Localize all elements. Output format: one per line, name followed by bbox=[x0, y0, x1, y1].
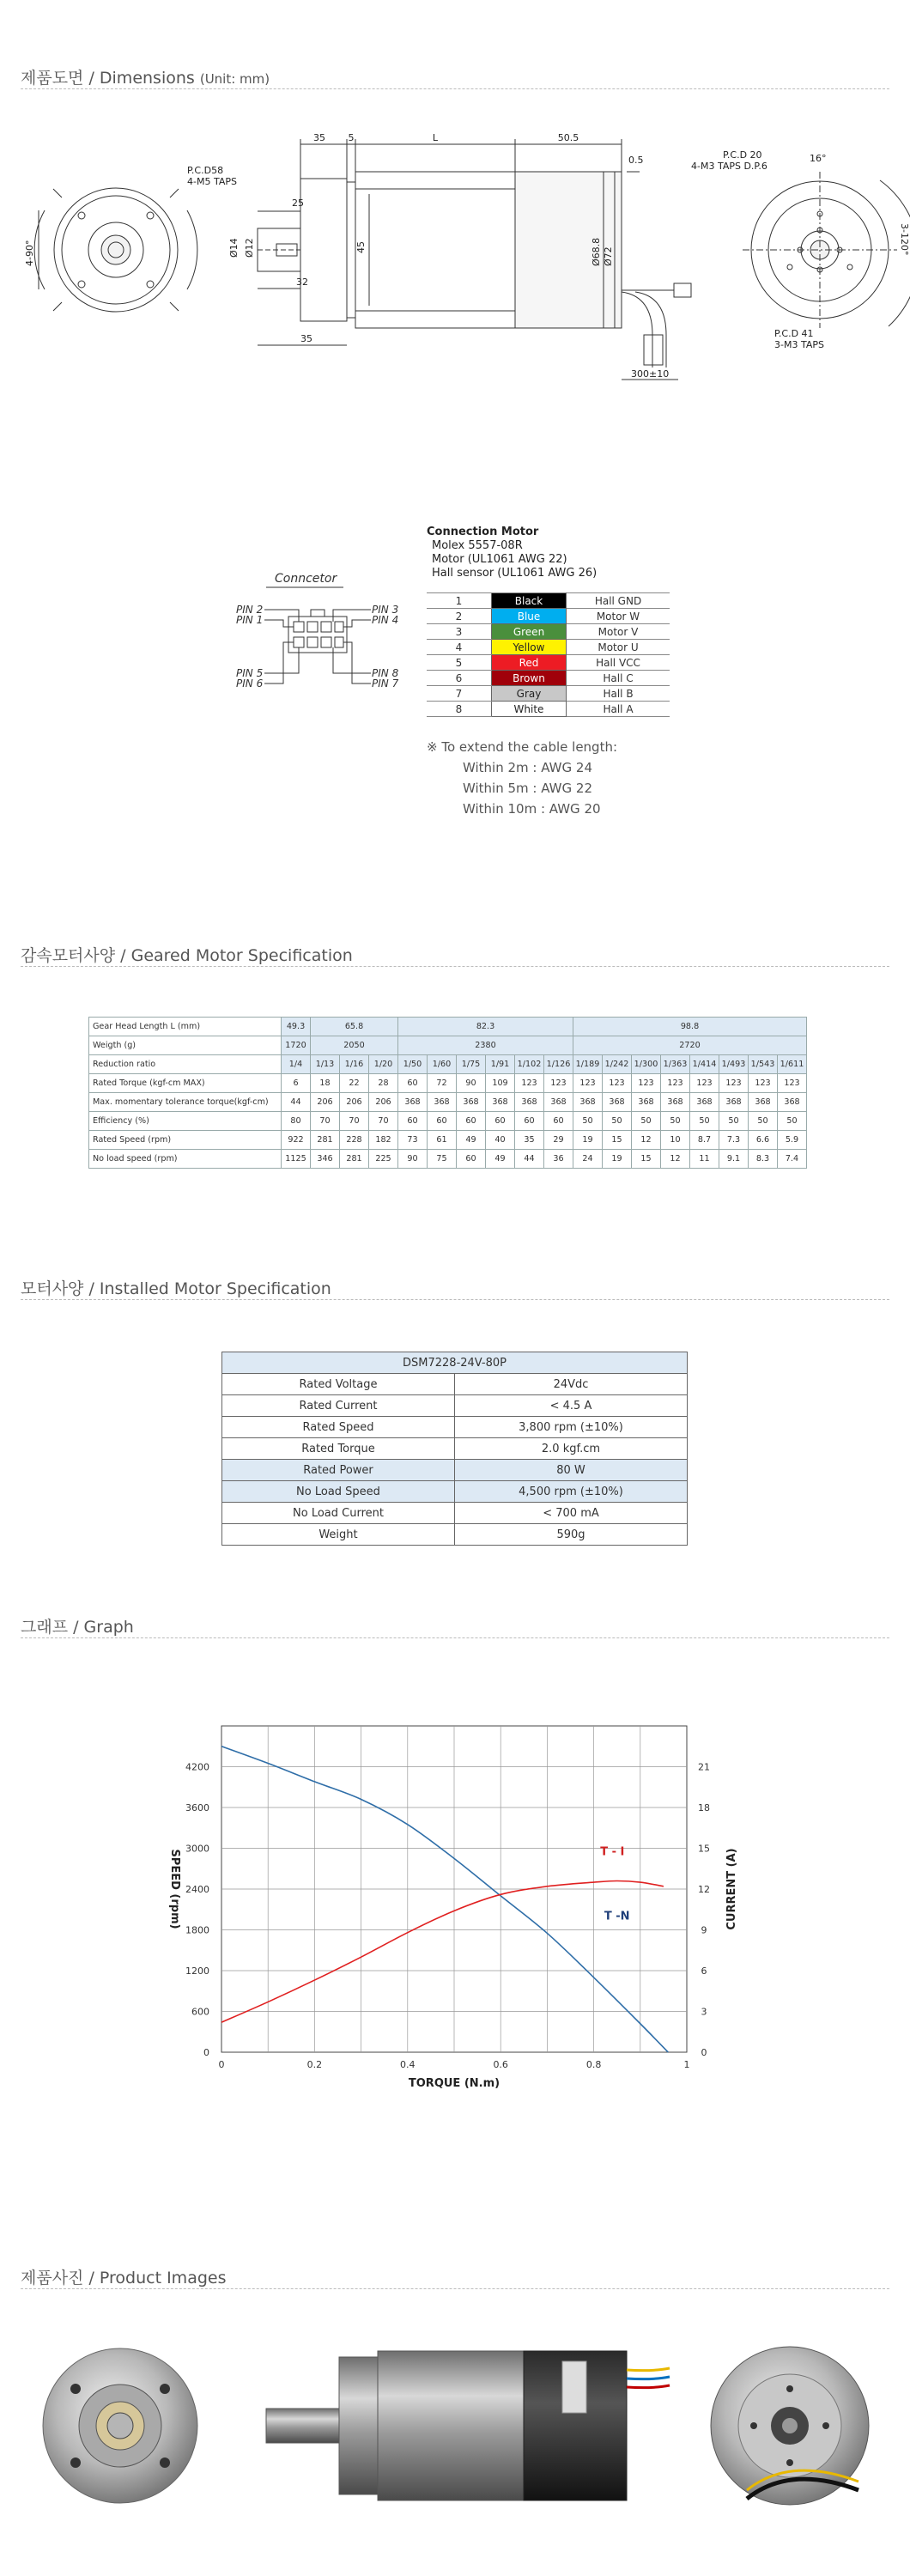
table-cell: 1/16 bbox=[340, 1055, 369, 1074]
row-label: Max. momentary tolerance torque(kgf-cm) bbox=[89, 1093, 282, 1112]
table-cell: 19 bbox=[573, 1131, 603, 1150]
table-cell: 15 bbox=[632, 1150, 661, 1169]
section-title-installed bbox=[21, 1276, 331, 1299]
section-title-geared bbox=[21, 943, 353, 966]
table-row bbox=[222, 1417, 688, 1438]
spec-value: < 4.5 A bbox=[455, 1395, 688, 1417]
table-cell: 90 bbox=[398, 1150, 428, 1169]
y-tick-label: 600 bbox=[191, 2006, 209, 2018]
pin-number: 7 bbox=[427, 686, 492, 702]
table-cell: 123 bbox=[661, 1074, 690, 1093]
note-line: Within 5m : AWG 22 bbox=[463, 781, 592, 796]
table-row bbox=[89, 1018, 807, 1036]
table-cell: 60 bbox=[398, 1074, 428, 1093]
table-cell: 60 bbox=[544, 1112, 573, 1131]
y-tick-label: 2400 bbox=[185, 1884, 209, 1895]
pin-row bbox=[427, 702, 670, 717]
pin-label: PIN 2 bbox=[236, 604, 264, 616]
table-cell: 70 bbox=[311, 1112, 340, 1131]
pin-function: Hall VCC bbox=[567, 655, 670, 671]
table-cell: 1/493 bbox=[719, 1055, 749, 1074]
spec-value: 24Vdc bbox=[455, 1374, 688, 1395]
section-title-text: 그래프 / Graph bbox=[21, 1618, 134, 1637]
pin-assignment-table bbox=[427, 592, 670, 717]
dim-label: 0.5 bbox=[628, 155, 644, 166]
table-cell: 123 bbox=[690, 1074, 719, 1093]
table-cell: 7.4 bbox=[778, 1150, 807, 1169]
table-cell: 1/4 bbox=[282, 1055, 311, 1074]
pin-row bbox=[427, 593, 670, 609]
table-cell: 225 bbox=[369, 1150, 398, 1169]
dim-label: Ø12 bbox=[244, 238, 255, 258]
table-cell: 50 bbox=[573, 1112, 603, 1131]
table-cell: 368 bbox=[486, 1093, 515, 1112]
table-row bbox=[89, 1055, 807, 1074]
dim-label: 32 bbox=[296, 276, 308, 288]
dimension-drawing bbox=[0, 120, 910, 395]
note-title: ※ To extend the cable length: bbox=[427, 739, 618, 755]
table-row bbox=[89, 1112, 807, 1131]
section-title-text: 감속모터사양 / Geared Motor Specification bbox=[21, 946, 353, 965]
table-cell: 368 bbox=[719, 1093, 749, 1112]
spec-value: 590g bbox=[455, 1524, 688, 1546]
spec-value: 3,800 rpm (±10%) bbox=[455, 1417, 688, 1438]
table-cell: 228 bbox=[340, 1131, 369, 1150]
connector-title: Conncetor bbox=[275, 572, 337, 586]
table-cell: 82.3 bbox=[398, 1018, 573, 1036]
table-cell: 281 bbox=[340, 1150, 369, 1169]
connection-heading: Connection Motor bbox=[427, 526, 539, 538]
table-cell: 49.3 bbox=[282, 1018, 311, 1036]
dim-label: P.C.D58 bbox=[187, 165, 224, 176]
table-cell: 368 bbox=[690, 1093, 719, 1112]
table-cell: 70 bbox=[369, 1112, 398, 1131]
hall-cable-spec: Hall sensor (UL1061 AWG 26) bbox=[432, 567, 598, 580]
table-cell: 1/242 bbox=[603, 1055, 632, 1074]
table-cell: 6.6 bbox=[749, 1131, 778, 1150]
pin-number: 2 bbox=[427, 609, 492, 624]
spec-label: No Load Current bbox=[222, 1503, 455, 1524]
y2-tick-label: 18 bbox=[698, 1802, 710, 1814]
chart-ylabel: SPEED (rpm) bbox=[168, 1849, 181, 1929]
chart-y2label: CURRENT (A) bbox=[725, 1848, 738, 1930]
photo-motor-side bbox=[266, 2351, 670, 2500]
table-cell: 123 bbox=[778, 1074, 807, 1093]
table-cell: 18 bbox=[311, 1074, 340, 1093]
table-cell: 1/611 bbox=[778, 1055, 807, 1074]
table-cell: 24 bbox=[573, 1150, 603, 1169]
dim-label: 45 bbox=[355, 241, 367, 253]
table-cell: 98.8 bbox=[573, 1018, 807, 1036]
table-cell: 73 bbox=[398, 1131, 428, 1150]
pin-function: Hall A bbox=[567, 702, 670, 717]
table-cell: 206 bbox=[311, 1093, 340, 1112]
table-cell: 1/126 bbox=[544, 1055, 573, 1074]
table-row bbox=[89, 1131, 807, 1150]
connector-diagram bbox=[232, 567, 403, 713]
row-label: Rated Speed (rpm) bbox=[89, 1131, 282, 1150]
table-cell: 368 bbox=[661, 1093, 690, 1112]
table-cell: 1/91 bbox=[486, 1055, 515, 1074]
pin-function: Hall C bbox=[567, 671, 670, 686]
table-cell: 123 bbox=[603, 1074, 632, 1093]
table-cell: 206 bbox=[369, 1093, 398, 1112]
pin-number: 3 bbox=[427, 624, 492, 640]
x-tick-label: 0 bbox=[218, 2059, 225, 2070]
performance-chart bbox=[0, 1709, 910, 2095]
dim-label: 4-M5 TAPS bbox=[187, 176, 237, 187]
table-cell: 123 bbox=[719, 1074, 749, 1093]
table-row bbox=[222, 1460, 688, 1481]
table-cell: 70 bbox=[340, 1112, 369, 1131]
table-cell: 1/414 bbox=[690, 1055, 719, 1074]
y-tick-label: 0 bbox=[203, 2047, 209, 2058]
table-cell: 368 bbox=[749, 1093, 778, 1112]
table-row bbox=[89, 1150, 807, 1169]
y2-tick-label: 6 bbox=[701, 1965, 707, 1977]
y-tick-label: 1200 bbox=[185, 1965, 209, 1977]
motor-model: DSM7228-24V-80P bbox=[222, 1352, 688, 1374]
spec-value: 80 W bbox=[455, 1460, 688, 1481]
table-cell: 80 bbox=[282, 1112, 311, 1131]
table-cell: 65.8 bbox=[311, 1018, 398, 1036]
chart-xlabel: TORQUE (N.m) bbox=[408, 2077, 500, 2090]
pin-label: PIN 8 bbox=[372, 667, 399, 679]
dim-label: 50.5 bbox=[557, 132, 579, 143]
y-tick-label: 3000 bbox=[185, 1843, 209, 1855]
pin-row bbox=[427, 671, 670, 686]
series-label: T -N bbox=[604, 1910, 630, 1923]
series-label: T - I bbox=[600, 1845, 625, 1859]
table-cell: 1/13 bbox=[311, 1055, 340, 1074]
table-cell: 368 bbox=[632, 1093, 661, 1112]
table-cell: 50 bbox=[661, 1112, 690, 1131]
pin-number: 4 bbox=[427, 640, 492, 655]
table-cell: 922 bbox=[282, 1131, 311, 1150]
pin-label: PIN 3 bbox=[372, 604, 399, 616]
dim-label: 4-90° bbox=[24, 240, 35, 266]
pin-number: 1 bbox=[427, 593, 492, 609]
y2-tick-label: 21 bbox=[698, 1761, 710, 1773]
pin-function: Hall B bbox=[567, 686, 670, 702]
table-cell: 368 bbox=[428, 1093, 457, 1112]
pin-number: 8 bbox=[427, 702, 492, 717]
table-cell: 368 bbox=[778, 1093, 807, 1112]
section-divider bbox=[21, 1299, 889, 1300]
motor-cable-spec: Motor (UL1061 AWG 22) bbox=[432, 553, 567, 566]
spec-label: Rated Torque bbox=[222, 1438, 455, 1460]
chart-grid bbox=[221, 1726, 687, 2052]
table-cell: 28 bbox=[369, 1074, 398, 1093]
table-cell: 368 bbox=[398, 1093, 428, 1112]
section-title-text: 제품사진 / Product Images bbox=[21, 2269, 227, 2287]
table-cell: 206 bbox=[340, 1093, 369, 1112]
table-cell: 368 bbox=[457, 1093, 486, 1112]
connection-info bbox=[427, 526, 597, 580]
table-cell: 368 bbox=[603, 1093, 632, 1112]
dim-label: Ø68.8 bbox=[591, 237, 602, 266]
table-cell: 60 bbox=[486, 1112, 515, 1131]
table-cell: 123 bbox=[544, 1074, 573, 1093]
table-cell: 50 bbox=[719, 1112, 749, 1131]
table-cell: 368 bbox=[544, 1093, 573, 1112]
section-divider bbox=[21, 1637, 889, 1638]
pin-number: 6 bbox=[427, 671, 492, 686]
y2-tick-label: 0 bbox=[701, 2047, 707, 2058]
wire-color: Red bbox=[492, 655, 567, 671]
table-cell: 1125 bbox=[282, 1150, 311, 1169]
table-cell: 2050 bbox=[311, 1036, 398, 1055]
table-cell: 50 bbox=[603, 1112, 632, 1131]
y2-tick-label: 9 bbox=[701, 1924, 707, 1936]
spec-value: 4,500 rpm (±10%) bbox=[455, 1481, 688, 1503]
section-title-dimensions bbox=[21, 65, 270, 88]
table-cell: 9.1 bbox=[719, 1150, 749, 1169]
cable-extension-note bbox=[427, 737, 617, 819]
dim-label: Ø14 bbox=[228, 238, 240, 258]
table-row bbox=[222, 1481, 688, 1503]
table-cell: 7.3 bbox=[719, 1131, 749, 1150]
table-cell: 50 bbox=[749, 1112, 778, 1131]
spec-label: No Load Speed bbox=[222, 1481, 455, 1503]
table-cell: 6 bbox=[282, 1074, 311, 1093]
pin-function: Motor U bbox=[567, 640, 670, 655]
table-cell: 44 bbox=[515, 1150, 544, 1169]
dim-label: 5 bbox=[348, 132, 355, 143]
y2-tick-label: 15 bbox=[698, 1843, 710, 1855]
table-cell: 123 bbox=[573, 1074, 603, 1093]
spec-label: Rated Voltage bbox=[222, 1374, 455, 1395]
section-title-text: 모터사양 / Installed Motor Specification bbox=[21, 1279, 331, 1298]
table-cell: 72 bbox=[428, 1074, 457, 1093]
y-tick-label: 3600 bbox=[185, 1802, 209, 1814]
table-cell: 1/60 bbox=[428, 1055, 457, 1074]
section-divider bbox=[21, 2288, 889, 2289]
wire-color: Green bbox=[492, 624, 567, 640]
table-cell: 44 bbox=[282, 1093, 311, 1112]
pin-function: Hall GND bbox=[567, 593, 670, 609]
wire-color: Gray bbox=[492, 686, 567, 702]
table-cell: 182 bbox=[369, 1131, 398, 1150]
table-cell: 8.7 bbox=[690, 1131, 719, 1150]
table-cell: 60 bbox=[428, 1112, 457, 1131]
table-cell: 1720 bbox=[282, 1036, 311, 1055]
note-line: Within 10m : AWG 20 bbox=[463, 801, 601, 817]
table-cell: 2380 bbox=[398, 1036, 573, 1055]
table-cell: 40 bbox=[486, 1131, 515, 1150]
wire-color: Blue bbox=[492, 609, 567, 624]
photo-motor-rear bbox=[711, 2347, 869, 2505]
table-cell: 50 bbox=[690, 1112, 719, 1131]
table-cell: 2720 bbox=[573, 1036, 807, 1055]
table-cell: 12 bbox=[661, 1150, 690, 1169]
pin-function: Motor W bbox=[567, 609, 670, 624]
table-cell: 19 bbox=[603, 1150, 632, 1169]
row-label: Weigth (g) bbox=[89, 1036, 282, 1055]
table-cell: 49 bbox=[486, 1150, 515, 1169]
wire-color: Yellow bbox=[492, 640, 567, 655]
table-cell: 368 bbox=[515, 1093, 544, 1112]
section-divider bbox=[21, 966, 889, 967]
table-cell: 1/300 bbox=[632, 1055, 661, 1074]
note-line: Within 2m : AWG 24 bbox=[463, 760, 592, 775]
dim-label: 300±10 bbox=[631, 368, 670, 380]
y2-tick-label: 12 bbox=[698, 1884, 710, 1895]
pin-label: PIN 7 bbox=[372, 677, 399, 690]
table-cell: 109 bbox=[486, 1074, 515, 1093]
table-cell: 12 bbox=[632, 1131, 661, 1150]
row-label: No load speed (rpm) bbox=[89, 1150, 282, 1169]
table-row bbox=[222, 1352, 688, 1374]
dim-label: 4-M3 TAPS D.P.6 bbox=[691, 161, 767, 172]
photo-gearhead-front bbox=[43, 2348, 197, 2503]
x-tick-label: 1 bbox=[683, 2059, 690, 2070]
x-tick-label: 0.2 bbox=[306, 2059, 323, 2070]
table-cell: 281 bbox=[311, 1131, 340, 1150]
dim-label: 3-120° bbox=[899, 223, 910, 256]
wire-color: Black bbox=[492, 593, 567, 609]
table-row bbox=[222, 1395, 688, 1417]
motor-spec-table bbox=[221, 1352, 688, 1546]
table-cell: 8.3 bbox=[749, 1150, 778, 1169]
x-tick-label: 0.8 bbox=[585, 2059, 602, 2070]
table-cell: 50 bbox=[632, 1112, 661, 1131]
table-cell: 123 bbox=[749, 1074, 778, 1093]
table-cell: 50 bbox=[778, 1112, 807, 1131]
table-cell: 11 bbox=[690, 1150, 719, 1169]
row-label: Efficiency (%) bbox=[89, 1112, 282, 1131]
table-cell: 1/75 bbox=[457, 1055, 486, 1074]
x-tick-label: 0.4 bbox=[400, 2059, 416, 2070]
table-cell: 1/50 bbox=[398, 1055, 428, 1074]
table-cell: 1/20 bbox=[369, 1055, 398, 1074]
spec-label: Weight bbox=[222, 1524, 455, 1546]
pin-label: PIN 6 bbox=[236, 677, 264, 690]
table-row bbox=[222, 1524, 688, 1546]
table-row bbox=[222, 1438, 688, 1460]
row-label: Reduction ratio bbox=[89, 1055, 282, 1074]
table-cell: 49 bbox=[457, 1131, 486, 1150]
spec-label: Rated Speed bbox=[222, 1417, 455, 1438]
pin-label: PIN 1 bbox=[236, 614, 264, 626]
series-line-current bbox=[221, 1881, 664, 2023]
table-cell: 1/363 bbox=[661, 1055, 690, 1074]
x-tick-label: 0.6 bbox=[493, 2059, 508, 2070]
wire-color: Brown bbox=[492, 671, 567, 686]
table-cell: 60 bbox=[457, 1150, 486, 1169]
table-row bbox=[222, 1503, 688, 1524]
connector-part: Molex 5557-08R bbox=[432, 539, 523, 552]
spec-value: 2.0 kgf.cm bbox=[455, 1438, 688, 1460]
dim-label: P.C.D 41 bbox=[774, 328, 814, 339]
table-cell: 1/189 bbox=[573, 1055, 603, 1074]
table-cell: 346 bbox=[311, 1150, 340, 1169]
dim-label: 16° bbox=[810, 153, 827, 164]
spec-label: Rated Power bbox=[222, 1460, 455, 1481]
pin-row bbox=[427, 686, 670, 702]
table-cell: 35 bbox=[515, 1131, 544, 1150]
dim-label: 35 bbox=[300, 333, 312, 344]
table-cell: 36 bbox=[544, 1150, 573, 1169]
table-cell: 29 bbox=[544, 1131, 573, 1150]
section-title-images bbox=[21, 2265, 226, 2288]
dim-label: 3-M3 TAPS bbox=[774, 339, 824, 350]
pin-number: 5 bbox=[427, 655, 492, 671]
pin-row bbox=[427, 640, 670, 655]
table-cell: 22 bbox=[340, 1074, 369, 1093]
table-cell: 15 bbox=[603, 1131, 632, 1150]
row-label: Rated Torque (kgf-cm MAX) bbox=[89, 1074, 282, 1093]
pin-label: PIN 5 bbox=[236, 667, 264, 679]
pin-row bbox=[427, 609, 670, 624]
pin-row bbox=[427, 624, 670, 640]
table-row bbox=[89, 1093, 807, 1112]
product-images bbox=[0, 2318, 910, 2542]
table-cell: 61 bbox=[428, 1131, 457, 1150]
dim-label: Ø72 bbox=[603, 246, 614, 266]
table-cell: 1/543 bbox=[749, 1055, 778, 1074]
table-cell: 5.9 bbox=[778, 1131, 807, 1150]
y-tick-label: 4200 bbox=[185, 1761, 209, 1773]
table-row bbox=[89, 1074, 807, 1093]
row-label: Gear Head Length L (mm) bbox=[89, 1018, 282, 1036]
pin-row bbox=[427, 655, 670, 671]
table-cell: 123 bbox=[632, 1074, 661, 1093]
table-cell: 1/102 bbox=[515, 1055, 544, 1074]
section-unit: (Unit: mm) bbox=[199, 71, 270, 87]
pin-label: PIN 4 bbox=[372, 614, 399, 626]
section-title-text: 제품도면 / Dimensions bbox=[21, 69, 195, 88]
geared-spec-table bbox=[88, 1017, 807, 1169]
pin-function: Motor V bbox=[567, 624, 670, 640]
table-cell: 368 bbox=[573, 1093, 603, 1112]
table-cell: 60 bbox=[398, 1112, 428, 1131]
series-line-speed bbox=[221, 1747, 668, 2052]
y2-tick-label: 3 bbox=[701, 2006, 707, 2018]
table-cell: 10 bbox=[661, 1131, 690, 1150]
section-title-graph bbox=[21, 1614, 134, 1637]
table-cell: 60 bbox=[457, 1112, 486, 1131]
table-cell: 60 bbox=[515, 1112, 544, 1131]
spec-value: < 700 mA bbox=[455, 1503, 688, 1524]
dim-label: L bbox=[432, 132, 439, 143]
table-row bbox=[89, 1036, 807, 1055]
dim-label: P.C.D 20 bbox=[723, 149, 762, 161]
table-cell: 75 bbox=[428, 1150, 457, 1169]
wire-color: White bbox=[492, 702, 567, 717]
section-divider bbox=[21, 88, 889, 89]
table-cell: 90 bbox=[457, 1074, 486, 1093]
table-row bbox=[222, 1374, 688, 1395]
spec-label: Rated Current bbox=[222, 1395, 455, 1417]
dim-label: 35 bbox=[313, 132, 325, 143]
dim-label: 25 bbox=[292, 197, 304, 209]
table-cell: 123 bbox=[515, 1074, 544, 1093]
y-tick-label: 1800 bbox=[185, 1924, 209, 1936]
